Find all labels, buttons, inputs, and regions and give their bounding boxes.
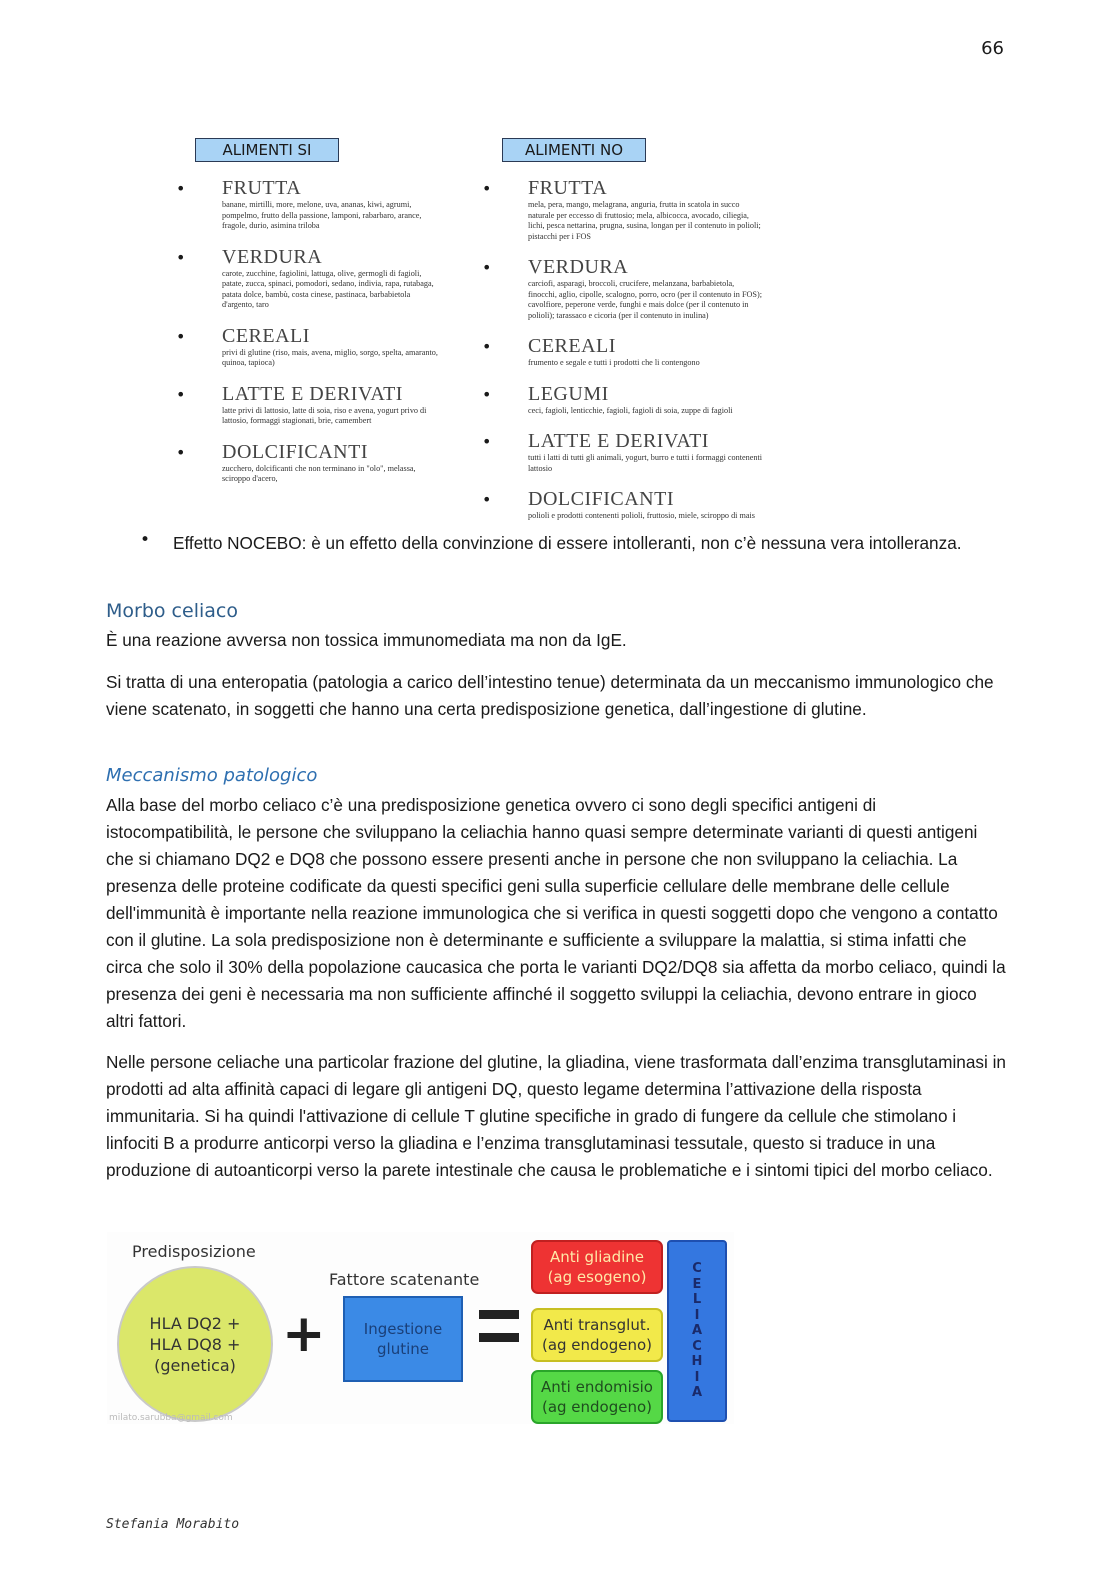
bullet-icon: • [482,384,492,404]
paragraph-4: Nelle persone celiache una particolar frazione del glutine, la gliadina, viene trasformata dall’enzima transglutaminasi in prodotti ad alta affinità capaci di legare gli antigeni DQ, questo legame determina l’attivazione della risposta immunitaria. Si ha quindi l'attivazione di cellule T glutine specifiche in grado di fungere da cellule che stimolano i linfociti B a produrre anticorpi verso la gliadina e l’enzima transglutaminasi tessutale, questo si traduce in una produzione di autoanticorpi verso la parete intestinale che causa le problematiche e i sintomi tipici del morbo celiaco. [106,1052,1006,1180]
plus-icon: + [282,1304,326,1364]
food-title: VERDURA [528,256,629,278]
heading-meccanismo-patologico: Meccanismo patologico [106,765,318,786]
si-item-verdura [176,246,444,311]
food-desc: privi di glutine (riso, mais, avena, miglio, sorgo, spelta, amaranto, quinoa, tapioca) [222,347,438,367]
page-number: 66 [981,38,1004,59]
box-line: (ag endogeno) [541,1336,653,1354]
celiachia-letter: I [694,1369,700,1385]
celiac-diagram [107,1232,734,1424]
alimenti-no-list [482,177,762,536]
no-item-frutta [482,177,762,242]
anti-endomisio-box [531,1370,663,1424]
no-item-legumi [482,383,762,417]
food-desc: latte privi di lattosio, latte di soia, riso e avena, yogurt privo di lattosio, formaggi stagionati, brie, camembert [222,405,427,425]
no-item-latte [482,430,762,474]
celiachia-letter: A [691,1323,703,1339]
bullet-icon: • [482,258,492,277]
paragraph-3: Alla base del morbo celiaco c’è una predisposizione genetica ovvero ci sono degli specifici antigeni di istocompatibilità, le persone che sviluppano la celiachia hanno quasi sempre determinate varianti di questi antigeni che si chiamano DQ2 e DQ8 che possono essere presenti anche in persone che non sviluppano la celiachia. La presenza delle proteine codificate da questi specifici geni sulla superficie cellulare delle membrane delle cellule dell'immunità è importante nella reazione immunologica che si verifica in questi soggetti dopo che vengono a contatto con il glutine. La sola predisposizione non è determinante e sufficiente a sviluppare la malattia, si stima infatti che circa che solo il 30% della popolazione caucasica che porta le varianti DQ2/DQ8 sia affetta da morbo celiaco, quindi la presenza dei geni è necessaria ma non sufficiente affinché il soggetto sviluppi la celiachia, devono entrare in gioco altri fattori. [106,795,1006,1031]
genetics-circle [117,1266,273,1422]
trigger-line: Ingestione [363,1320,443,1338]
food-desc: mela, pera, mango, melagrana, anguria, frutta in scatola in succo naturale per eccesso di fruttosio; mela, albicocca, avocado, ciliegia, lichi, pesca nettarina, prugna, susina, longan per il contenuto in polioli; pistacchi per i FOS [528,200,761,241]
circle-line: (genetica) [154,1355,236,1375]
celiachia-letter: C [692,1338,702,1354]
food-desc: polioli e prodotti contenenti polioli, fruttosio, miele, sciroppo di mais [528,511,755,520]
celiachia-letter: E [692,1276,702,1292]
food-title: DOLCIFICANTI [528,488,674,510]
food-title: VERDURA [222,245,323,268]
bullet-icon: • [176,384,186,404]
food-title: FRUTTA [222,177,302,199]
celiachia-letter: H [691,1354,703,1370]
bullet-icon: • [482,179,492,198]
paragraph-1: È una reazione avversa non tossica immunomediata ma non da IgE. [106,630,627,650]
bullet-icon: • [482,490,492,509]
food-title: CEREALI [222,324,310,347]
anti-transglut-box [531,1308,663,1362]
alimenti-no-header: ALIMENTI NO [502,138,646,162]
anti-gliadine-box [531,1240,663,1294]
food-title: LEGUMI [528,382,609,405]
food-title: LATTE E DERIVATI [528,430,709,452]
si-item-frutta [176,177,444,232]
fattore-label: Fattore scatenante [329,1270,480,1289]
food-desc: tutti i latti di tutti gli animali, yogurt, burro e tutti i formaggi contenenti lattosio [528,453,762,473]
food-title: CEREALI [528,335,616,357]
celiachia-letter: A [691,1385,703,1401]
si-item-dolcificanti [176,441,444,485]
box-line: Anti gliadine [549,1248,645,1266]
celiachia-letter: L [692,1292,702,1308]
bullet-icon: • [176,326,186,346]
celiachia-letter: I [694,1307,700,1323]
box-line: Anti transglut. [543,1316,651,1334]
circle-line: HLA DQ8 + [149,1334,241,1354]
food-desc: carote, zucchine, fagiolini, lattuga, olive, germogli di fagioli, patate, zucca, spinaci, pomodori, sedano, indivia, rapa, rutabaga, patata dolce, bambù, costa cinese, pastinaca, barbabietola d'argento, taro [222,268,434,309]
celiachia-bar [667,1240,727,1422]
food-desc: zucchero, dolcificanti che non terminano in "olo", melassa, sciroppo d'acero, [222,463,416,483]
si-item-latte [176,383,444,427]
alimenti-si-header: ALIMENTI SI [195,138,339,162]
bullet-icon: • [176,179,186,198]
bullet-icon: • [482,337,492,356]
no-item-dolcificanti [482,488,762,522]
food-desc: ceci, fagioli, lenticchie, fagioli, fagioli di soia, zuppe di fagioli [528,405,733,415]
circle-line: HLA DQ2 + [149,1313,241,1333]
no-item-verdura [482,256,762,321]
food-title: LATTE E DERIVATI [222,382,403,405]
heading-morbo-celiaco: Morbo celiaco [106,600,238,622]
no-item-cereali [482,335,762,369]
nocebo-paragraph: Effetto NOCEBO: è un effetto della convinzione di essere intolleranti, non c’è nessuna vera intolleranza. [173,533,962,553]
trigger-line: glutine [377,1340,429,1358]
food-title: FRUTTA [528,177,608,199]
celiachia-letter: C [692,1261,702,1277]
box-line: (ag endogeno) [541,1398,653,1416]
predisposizione-label: Predisposizione [132,1242,256,1261]
bullet-icon: • [482,432,492,451]
food-desc: banane, mirtilli, more, melone, uva, ananas, kiwi, agrumi, pompelmo, frutto della passione, lamponi, rabarbaro, arance, fragole, durio, asimina triloba [222,200,422,230]
equals-icon [479,1310,519,1344]
food-desc: carciofi, asparagi, broccoli, crucifere, melanzana, barbabietola, finocchi, aglio, cipolle, scalogno, porro, ocro (per il contenuto in FOS); cavolfiore, peperone verde, funghi e mais dolce (per il contenuto in polioli); tarassaco e cicoria (per il contenuto in inulina) [528,279,762,320]
footer-author: Stefania Morabito [106,1517,240,1532]
food-title: DOLCIFICANTI [222,440,368,463]
box-line: (ag esogeno) [547,1268,647,1286]
paragraph-2: Si tratta di una enteropatia (patologia a carico dell’intestino tenue) determinata da un meccanismo immunologico che viene scatenato, in soggetti che hanno una certa predisposizione genetica, dall’ingestione di glutine. [106,672,994,719]
bullet-icon: • [140,530,151,550]
bullet-icon: • [176,247,186,267]
food-desc: frumento e segale e tutti i prodotti che li contengono [528,358,700,367]
alimenti-si-list [176,177,444,499]
bullet-icon: • [176,442,186,462]
diagram-watermark: milato.sarubba@gmail.com [109,1413,233,1423]
si-item-cereali [176,325,444,369]
box-line: Anti endomisio [541,1378,653,1396]
trigger-box [343,1296,463,1382]
